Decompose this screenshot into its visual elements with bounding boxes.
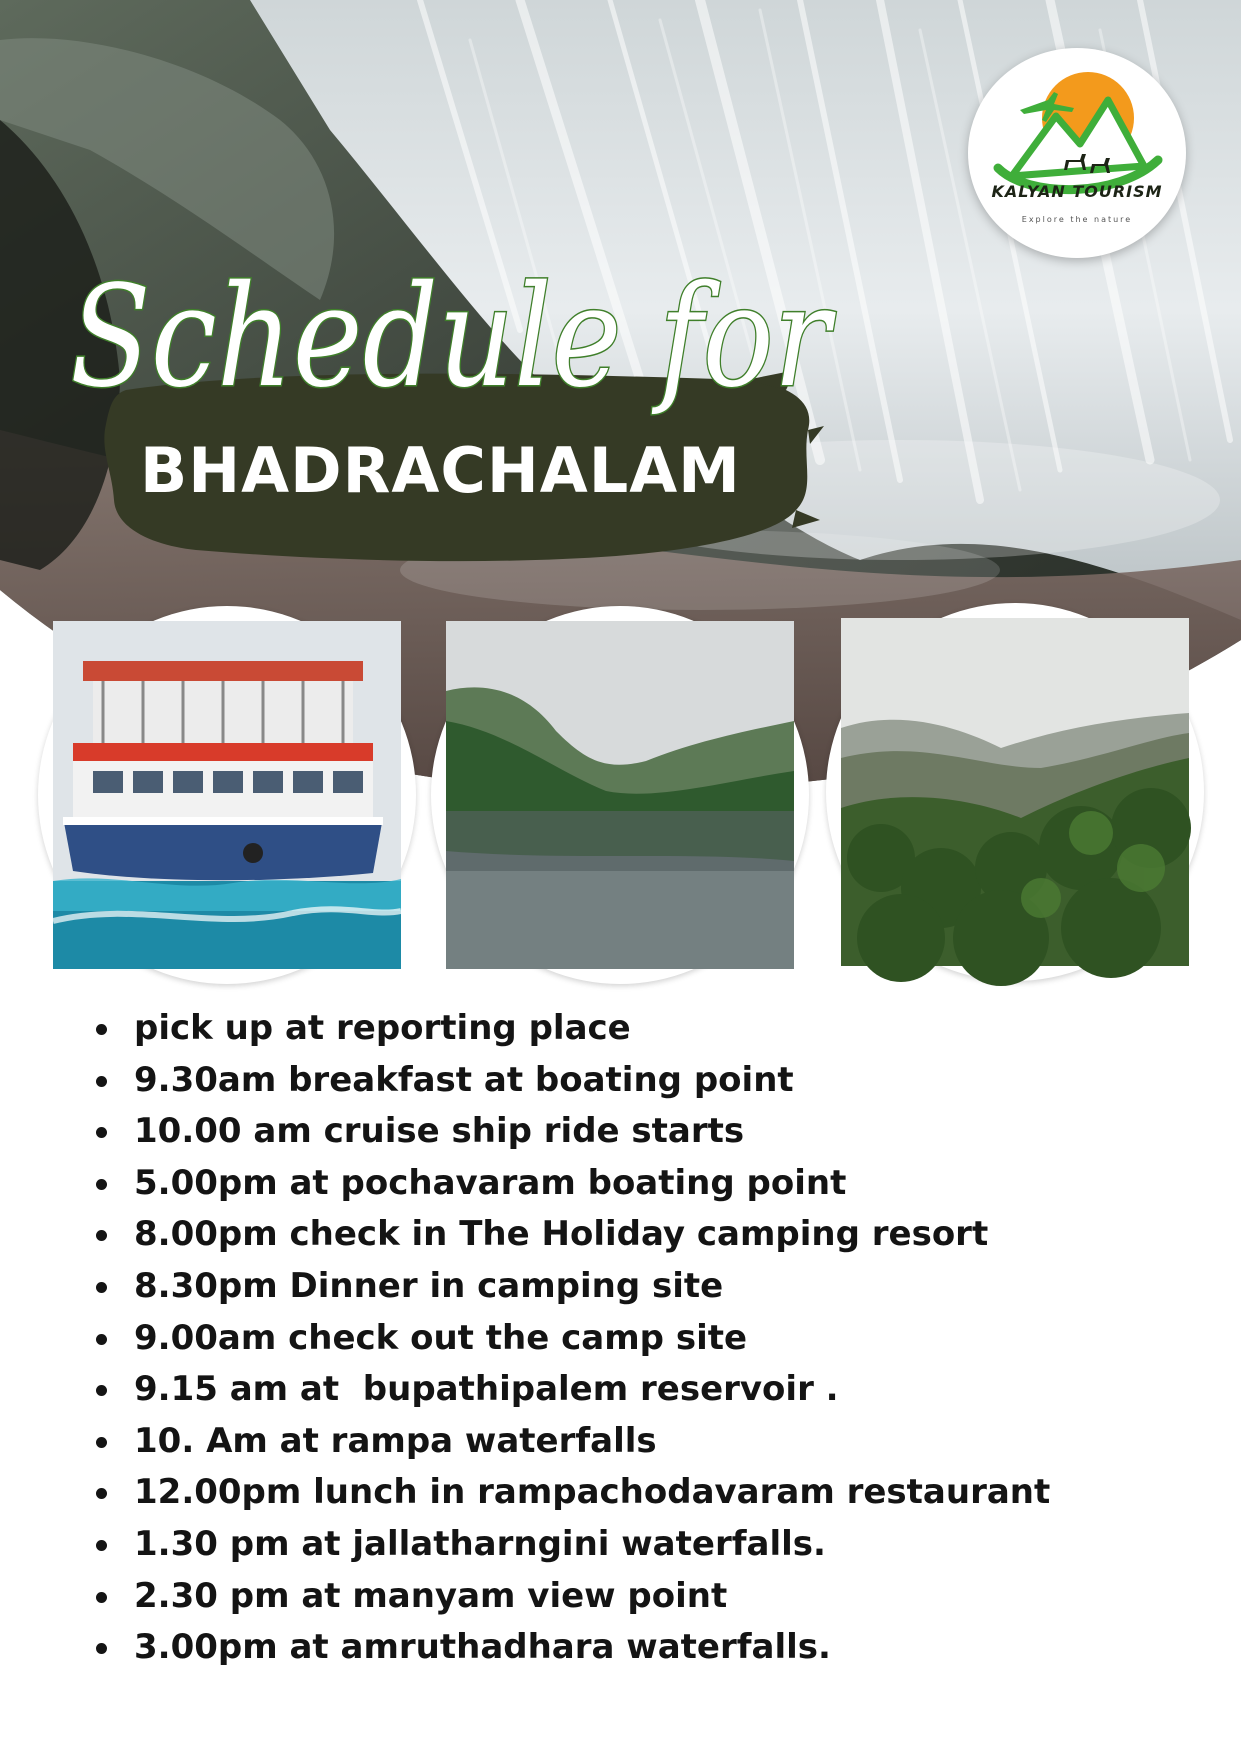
- bullet-icon: [96, 1592, 107, 1603]
- schedule-item: [96, 1313, 1196, 1365]
- bullet-icon: [96, 1334, 107, 1345]
- bullet-icon: [96, 1437, 107, 1448]
- bullet-icon: [96, 1127, 107, 1138]
- schedule-item-text: 9.15 am at bupathipalem reservoir .: [134, 1369, 839, 1410]
- mountain-sun-icon: [968, 48, 1186, 258]
- schedule-item-text: 10.00 am cruise ship ride starts: [134, 1111, 745, 1152]
- schedule-item: [96, 1158, 1196, 1210]
- schedule-item-text: 10. Am at rampa waterfalls: [134, 1420, 657, 1461]
- cruise-boat-photo: [38, 606, 416, 984]
- schedule-item: [96, 1571, 1196, 1623]
- bullet-icon: [96, 1540, 107, 1551]
- logo-brand-name: KALYAN TOURISM: [991, 182, 1163, 201]
- bullet-icon: [96, 1179, 107, 1190]
- script-title-text: Schedule for: [70, 256, 836, 419]
- place-name: BHADRACHALAM: [140, 434, 741, 507]
- forest-hills-photo: [826, 603, 1204, 981]
- schedule-item: [96, 1209, 1196, 1261]
- schedule-item-text: 3.00pm at amruthadhara waterfalls.: [134, 1627, 831, 1668]
- schedule-item-text: pick up at reporting place: [134, 1008, 631, 1048]
- bullet-icon: [96, 1488, 107, 1499]
- schedule-item: [96, 1261, 1196, 1313]
- schedule-item-text: 1.30 pm at jallatharngini waterfalls.: [134, 1523, 826, 1564]
- schedule-item-text: 12.00pm lunch in rampachodavaram restaurant: [134, 1472, 1051, 1513]
- schedule-item: [96, 1364, 1196, 1416]
- logo-tagline: Explore the nature: [1021, 215, 1133, 224]
- bullet-icon: [96, 1282, 107, 1293]
- schedule-list: [96, 1003, 1196, 1674]
- schedule-item-text: 8.30pm Dinner in camping site: [134, 1265, 724, 1306]
- schedule-item: [96, 1055, 1196, 1107]
- bullet-icon: [96, 1076, 107, 1087]
- schedule-item: [96, 1106, 1196, 1158]
- schedule-item: [96, 1519, 1196, 1571]
- schedule-item: [96, 1467, 1196, 1519]
- schedule-item-text: 2.30 pm at manyam view point: [134, 1575, 728, 1616]
- bullet-icon: [96, 1643, 107, 1654]
- script-title: [62, 205, 862, 435]
- schedule-item: [96, 1003, 1196, 1055]
- river-valley-photo: [431, 606, 809, 984]
- schedule-item-text: 5.00pm at pochavaram boating point: [134, 1162, 847, 1203]
- kalyan-tourism-logo: [968, 48, 1186, 258]
- schedule-item-text: 9.30am breakfast at boating point: [134, 1059, 794, 1100]
- bullet-icon: [96, 1024, 107, 1035]
- schedule-item-text: 8.00pm check in The Holiday camping resort: [134, 1214, 989, 1255]
- schedule-item: [96, 1416, 1196, 1468]
- bullet-icon: [96, 1230, 107, 1241]
- schedule-item-text: 9.00am check out the camp site: [134, 1317, 748, 1358]
- schedule-item: [96, 1622, 1196, 1674]
- bullet-icon: [96, 1385, 107, 1396]
